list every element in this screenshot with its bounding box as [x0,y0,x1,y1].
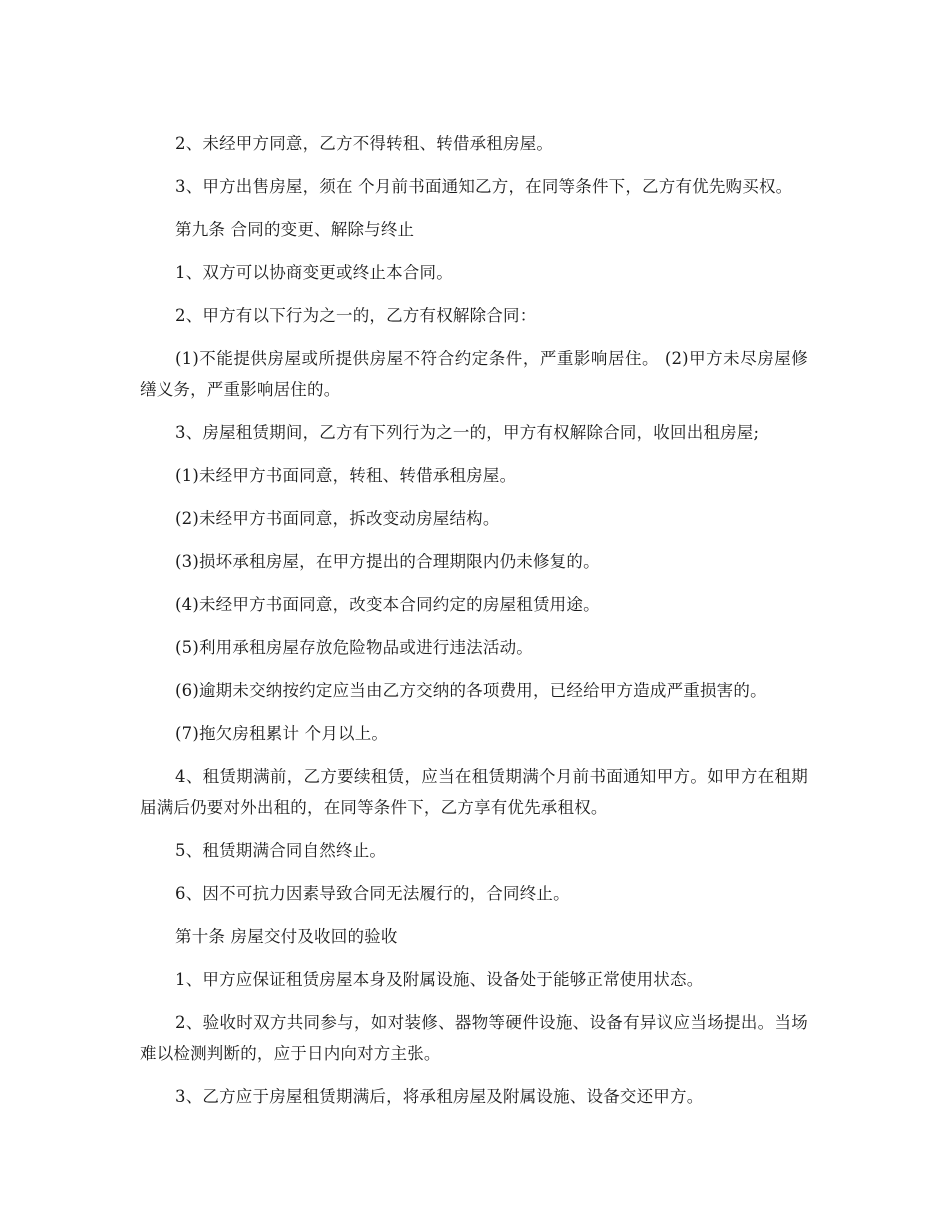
paragraph: 3、甲方出售房屋，须在 个月前书面通知乙方，在同等条件下，乙方有优先购买权。 [175,177,793,196]
list-item: (5)利用承租房屋存放危险物品或进行违法活动。 [175,638,533,657]
list-item: (1)未经甲方书面同意，转租、转借承租房屋。 [175,466,517,485]
list-item: (2)未经甲方书面同意，拆改变动房屋结构。 [175,509,500,528]
paragraph: 5、租赁期满合同自然终止。 [175,841,387,860]
paragraph: 4、租赁期满前，乙方要续租赁，应当在租赁期满个月前书面通知甲方。如甲方在租期届满后仍要对外出租的，在同等条件下，乙方享有优先承租权。 [140,767,808,817]
section-heading: 第九条 合同的变更、解除与终止 [175,220,415,239]
paragraph: (1)不能提供房屋或所提供房屋不符合约定条件，严重影响居住。 (2)甲方未尽房屋修缮义务，严重影响居住的。 [140,349,808,399]
paragraph: 1、甲方应保证租赁房屋本身及附属设施、设备处于能够正常使用状态。 [175,970,704,989]
paragraph: 1、双方可以协商变更或终止本合同。 [175,263,453,282]
paragraph: 3、乙方应于房屋租赁期满后，将承租房屋及附属设施、设备交还甲方。 [175,1087,704,1106]
paragraph: 2、验收时双方共同参与，如对装修、器物等硬件设施、设备有异议应当场提出。当场难以检测判断的，应于日内向对方主张。 [140,1013,808,1063]
list-item: (4)未经甲方书面同意，改变本合同约定的房屋租赁用途。 [175,595,600,614]
paragraph: 6、因不可抗力因素导致合同无法履行的，合同终止。 [175,884,570,903]
list-item: (3)损坏承租房屋，在甲方提出的合理期限内仍未修复的。 [175,552,600,571]
paragraph: 3、房屋租赁期间，乙方有下列行为之一的，甲方有权解除合同，收回出租房屋; [175,423,760,442]
section-heading: 第十条 房屋交付及收回的验收 [175,927,398,946]
document-body [140,128,808,1124]
paragraph: 2、甲方有以下行为之一的，乙方有权解除合同： [175,306,537,325]
paragraph: 2、未经甲方同意，乙方不得转租、转借承租房屋。 [175,134,554,153]
list-item: (7)拖欠房租累计 个月以上。 [175,724,389,743]
list-item: (6)逾期未交纳按约定应当由乙方交纳的各项费用，已经给甲方造成严重损害的。 [175,681,767,700]
